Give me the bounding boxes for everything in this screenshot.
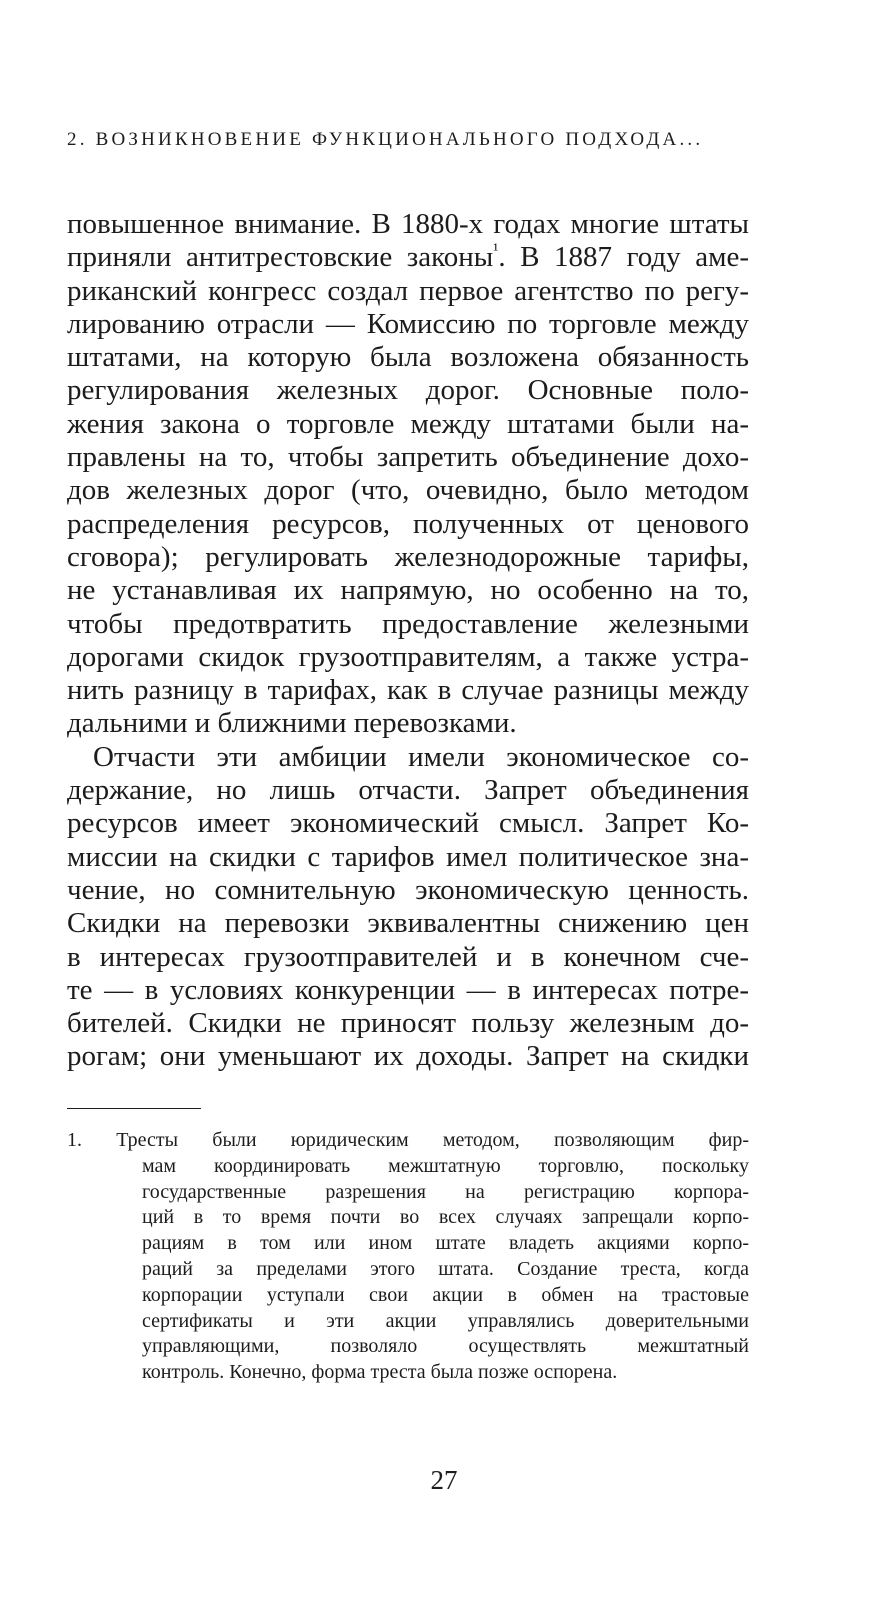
body-line: штатами, на которую была возложена обязанность (67, 341, 749, 374)
footnote-line: корпорации уступали свои акции в обмен на трастовые (142, 1283, 749, 1306)
body-line: нить разницу в тарифах, как в случае разницы между (67, 674, 749, 707)
running-header: 2. ВОЗНИКНОВЕНИЕ ФУНКЦИОНАЛЬНОГО ПОДХОДА... (67, 129, 704, 150)
body-line: дальними и ближними перевозками. (67, 707, 517, 740)
footnote-line: сертификаты и эти акции управлялись доверительными (142, 1309, 749, 1332)
body-line: распределения ресурсов, полученных от ценового (67, 507, 749, 540)
footnote-line (67, 1128, 749, 1154)
footnote-marker: 1. (67, 1129, 82, 1151)
footnote-line: рациям в том или ином штате владеть акциями корпо- (142, 1232, 749, 1255)
body-line-with-footnote (67, 241, 749, 274)
footnote-line: государственные разрешения на регистрацию корпора- (142, 1180, 749, 1203)
footnote-divider (67, 1108, 201, 1109)
body-line: миссии на скидки с тарифов имел политическое зна- (67, 840, 749, 873)
body-line: рогам; они уменьшают их доходы. Запрет на скидки (67, 1040, 749, 1073)
body-line-segment: приняли антитрестовские законы (67, 241, 494, 274)
body-line-paragraph-start: Отчасти эти амбиции имели экономическое со- (93, 740, 749, 773)
body-line: лированию отрасли — Комиссию по торговле между (67, 307, 749, 340)
body-line: держание, но лишь отчасти. Запрет объединения (67, 774, 749, 807)
body-line: повышенное внимание. В 1880-х годах многие штаты (67, 208, 749, 240)
body-line-segment: . В 1887 году аме- (498, 241, 749, 274)
body-line: жения закона о торговле между штатами были на- (67, 407, 749, 440)
footnote-reference[interactable]: ¹ (493, 240, 499, 260)
page-number: 27 (430, 1465, 458, 1495)
body-line: не устанавливая их напрямую, но особенно на то, (67, 574, 749, 607)
footnote-line: ций в то время почти во всех случаях запрещали корпо- (142, 1206, 749, 1229)
footnote-line: мам координировать межштатную торговлю, поскольку (142, 1154, 749, 1177)
footnote-line: раций за пределами этого штата. Создание треста, когда (142, 1257, 749, 1280)
body-line: регулирования железных дорог. Основные поло- (67, 374, 749, 407)
body-line: Скидки на перевозки эквивалентны снижению цен (67, 907, 749, 940)
body-line: риканский конгресс создал первое агентство по регу- (67, 274, 749, 307)
body-line: сговора); регулировать железнодорожные тарифы, (67, 540, 749, 573)
body-line: чтобы предотвратить предоставление железными (67, 607, 749, 640)
footnote-line: контроль. Конечно, форма треста была позже оспорена. (142, 1361, 618, 1384)
body-line: те — в условиях конкуренции — в интересах потре- (67, 973, 749, 1006)
body-line: дорогами скидок грузоотправителям, а также устра- (67, 640, 749, 673)
footnote (67, 1128, 749, 1386)
body-line: чение, но сомнительную экономическую ценность. (67, 873, 749, 906)
body-line: правлены на то, чтобы запретить объединение дохо- (67, 441, 749, 474)
body-line: в интересах грузоотправителей и в конечном сче- (67, 940, 749, 973)
body-text (67, 208, 749, 1074)
body-line: бителей. Скидки не приносят пользу железным до- (67, 1007, 749, 1040)
body-line: дов железных дорог (что, очевидно, было методом (67, 474, 749, 507)
body-line: ресурсов имеет экономический смысл. Запрет Ко- (67, 807, 749, 840)
footnote-line: управляющими, позволяло осуществлять межштатный (142, 1335, 749, 1358)
footnote-line-text: Тресты были юридическим методом, позволяющим фир- (116, 1129, 750, 1151)
